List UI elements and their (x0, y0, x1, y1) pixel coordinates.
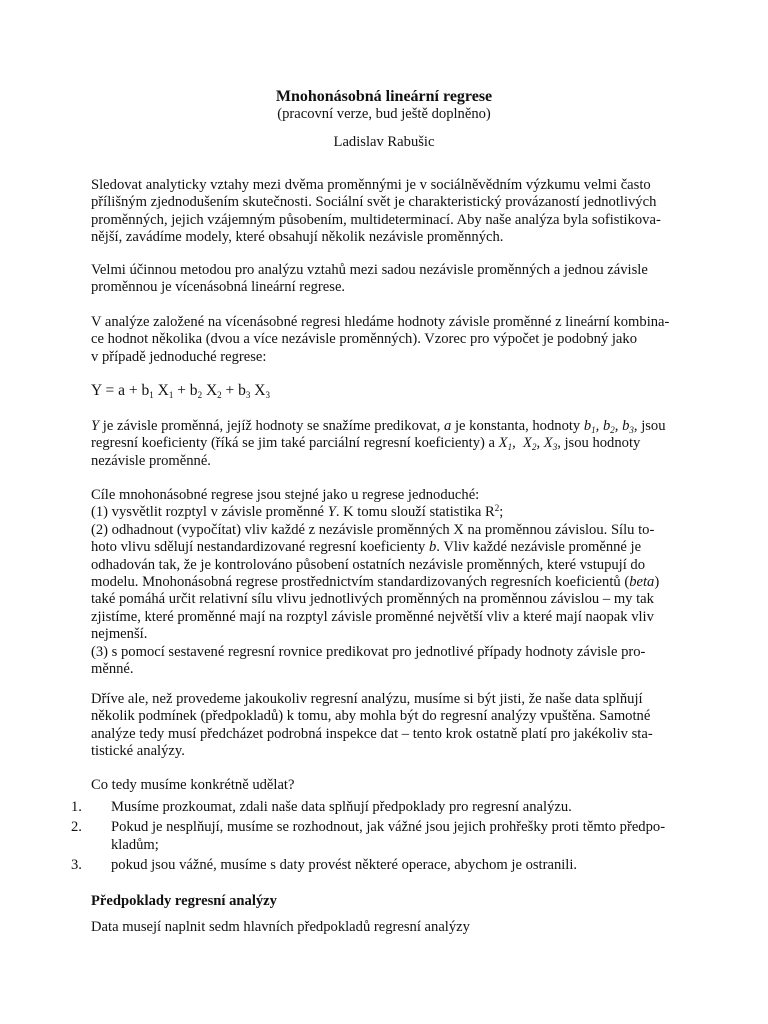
text-line: proměnnou je vícenásobná lineární regrese. (91, 279, 346, 296)
text-line: (3) s pomocí sestavené regresní rovnice predikovat pro jednotlivé případy hodnoty závisle pro- (91, 643, 646, 660)
list-item: 1. Musíme prozkoumat, zdali naše data splňují předpoklady pro regresní analýzu. (71, 799, 572, 815)
paragraph-prerequisites (91, 691, 696, 761)
regression-formula: $Y = a + b_1$ $X_1 + b_2$ $X_2 + b_3$ $X_3$ (91, 382, 270, 400)
text-line: přílišným zjednodušením skutečnosti. Sociální svět je charakteristický provázaností jednotlivých (91, 194, 657, 211)
paragraph-intro (91, 177, 696, 247)
text-line: hoto vlivu sdělují nestandardizované regresní koeficienty b. Vliv každé nezávisle proměnné je (91, 539, 642, 556)
paragraph-assumptions: Data musejí naplnit sedm hlavních předpokladů regresní analýzy (91, 919, 470, 935)
text-line: měnné. (91, 661, 134, 678)
list-item: 3. pokud jsou vážné, musíme s daty provést některé operace, abychom je ostranili. (71, 857, 578, 874)
list-item: 2. Pokud je nesplňují, musíme se rozhodnout, jak vážné jsou jejich prohřešky proti těmto předpo- kladům; (71, 819, 666, 853)
text-line: proměnných, jejich vzájemným působením, multideterminací. Aby naše analýza byla sofistikova- (91, 211, 661, 228)
text-line: Dříve ale, než provedeme jakoukoliv regresní analýzu, musíme si být jisti, že naše data splňují (91, 691, 643, 707)
text-line: ce hodnot několika (dvou a více nezávisle proměnných). Vzorec pro výpočet je podobný jako (91, 331, 638, 348)
text-line: nější, zavádíme modely, které obsahují několik nezávisle proměnných. (91, 229, 504, 246)
text-line: tistické analýzy. (91, 743, 185, 760)
text-line: nejmenší. (91, 626, 148, 643)
text-line: Cíle mnohonásobné regrese jsou stejné jako u regrese jednoduché: (91, 487, 480, 503)
steps-list (71, 799, 696, 875)
text-line: několik podmínek (předpokladů) k tomu, aby mohla být do regresní analýzy vpuštěna. Samotné (91, 708, 651, 725)
text-line: V analýze založené na vícenásobné regresi hledáme hodnoty závisle proměnné z lineární kombina- (91, 314, 670, 330)
doc-author: Ladislav Rabušic (333, 134, 435, 150)
text-line: Sledovat analyticky vztahy mezi dvěma proměnnými je v sociálněvědním výzkumu velmi často (91, 177, 651, 193)
doc-subtitle: (pracovní verze, bud ještě doplněno) (277, 106, 491, 122)
text-line: modelu. Mnohonásobná regrese prostřednictvím standardizovaných regresních koeficientů (beta) (91, 574, 660, 591)
paragraph-question: Co tedy musíme konkrétně udělat? (91, 777, 295, 793)
section-heading: Předpoklady regresní analýzy (91, 893, 277, 909)
paragraph-approach (91, 314, 696, 366)
text-line: Y je závisle proměnná, jejíž hodnoty se snažíme predikovat, a je konstanta, hodnoty $b_1$, $b_2$, $b_3$, jsou (91, 418, 666, 435)
text-line: Velmi účinnou metodou pro analýzu vztahů mezi sadou nezávisle proměnných a jednou závisle (91, 262, 648, 278)
text-line: (1) vysvětlit rozptyl v závisle proměnné Y. K tomu slouží statistika $R^2$; (91, 503, 504, 521)
text-line: nezávisle proměnné. (91, 452, 211, 469)
doc-title: Mnohonásobná lineární regrese (275, 88, 493, 105)
paragraph-method (91, 262, 696, 297)
paragraph-goals (91, 487, 696, 678)
paragraph-definitions (91, 418, 696, 470)
text-line: také pomáhá určit relativní sílu vlivu jednotlivých proměnných na proměnnou závislou – my tak (91, 591, 654, 608)
text-line: odhadován tak, že je kontrolováno působení ostatních nezávisle proměnných, které vstupují do (91, 556, 646, 573)
text-line: zjistíme, které proměnné mají na rozptyl závisle proměnné největší vliv a které mají naopak vliv (91, 608, 654, 625)
text-line: regresní koeficienty (říká se jim také parciální regresní koeficienty) a $X_1$, $X_2$, $X_3$, jsou hodnoty (91, 435, 641, 453)
text-line: (2) odhadnout (vypočítat) vliv každé z nezávisle proměnných X na proměnnou závislou. Sílu to- (91, 521, 655, 538)
text-line: analýze tedy musí předcházet podrobná inspekce dat – tento krok ostatně platí pro jakékoliv sta- (91, 725, 653, 742)
text-line: v případě jednoduché regrese: (91, 348, 267, 365)
